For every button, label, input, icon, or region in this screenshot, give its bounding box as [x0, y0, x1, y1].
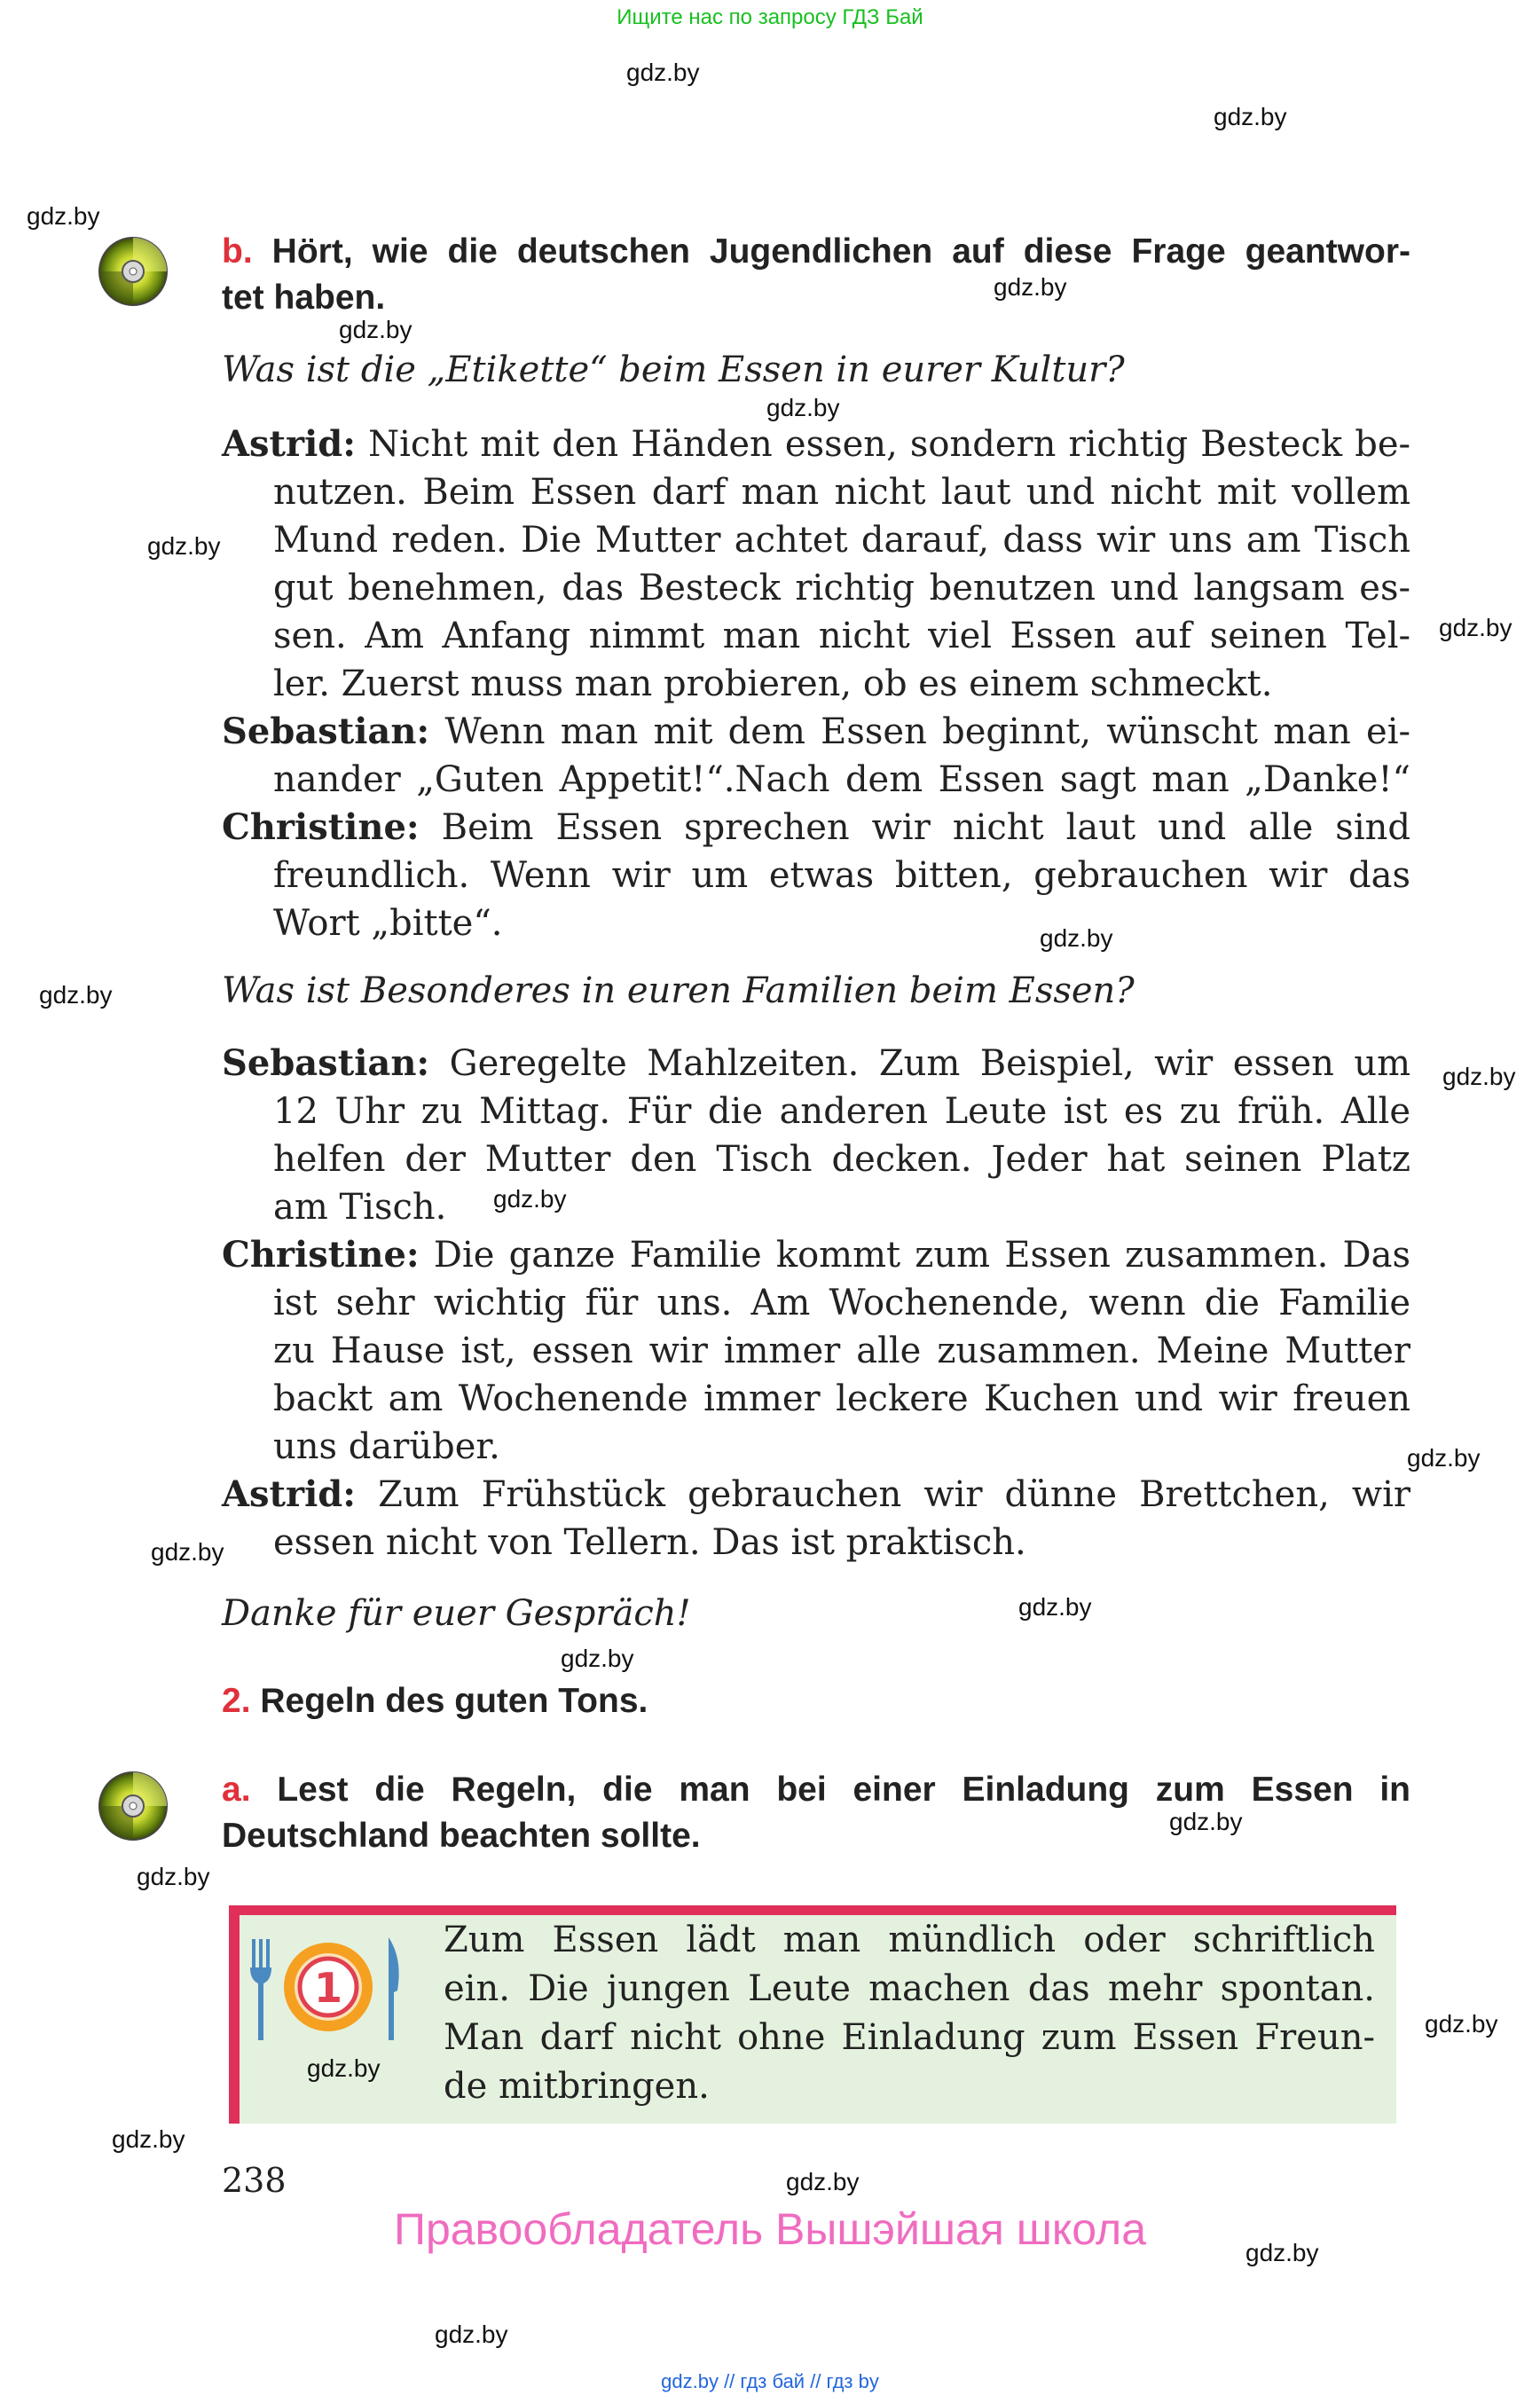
- answer-line: nander „Guten Appetit!“.Nach dem Essen sagt man „Danke!“: [273, 759, 1410, 800]
- rule-box-left-border: [229, 1905, 240, 2124]
- audio-cd-icon[interactable]: [98, 1771, 169, 1842]
- watermark: gdz.by: [39, 981, 113, 1009]
- watermark: gdz.by: [1407, 1444, 1481, 1472]
- rights-holder: Правообладатель Вышэйшая школа: [394, 2204, 1146, 2254]
- answer-line: nutzen. Beim Essen darf man nicht laut und nicht mit vollem: [273, 472, 1410, 513]
- interview-question: Was ist Besonderes in euren Familien beim Essen?: [222, 970, 1135, 1011]
- speaker-name: Christine:: [222, 806, 420, 848]
- watermark: gdz.by: [137, 1863, 210, 1890]
- answer-line: essen nicht von Tellern. Das ist praktisch.: [273, 1522, 1026, 1563]
- answer-line: uns darüber.: [273, 1426, 500, 1467]
- closing-line: Danke für euer Gespräch!: [222, 1593, 691, 1634]
- rule-line: Man darf nicht ohne Einladung zum Essen Freun-: [444, 2017, 1375, 2058]
- watermark: gdz.by: [27, 202, 100, 230]
- cutlery-plate-icon: [247, 1932, 406, 2047]
- watermark: gdz.by: [1425, 2010, 1498, 2038]
- watermark: gdz.by: [1214, 103, 1287, 130]
- interview-question: Was ist die „Etikette“ beim Essen in eurer Kultur?: [222, 349, 1125, 390]
- speaker-name: Sebastian:: [222, 711, 430, 752]
- watermark: gdz.by: [339, 316, 412, 343]
- rule-line: ein. Die jungen Leute machen das mehr spontan.: [444, 1968, 1375, 2009]
- answer-line: backt am Wochenende immer leckere Kuchen und wir freuen: [273, 1378, 1410, 1419]
- watermark: gdz.by: [561, 1645, 634, 1672]
- watermark: gdz.by: [112, 2125, 185, 2153]
- answer-line: freundlich. Wenn wir um etwas bitten, gebrauchen wir das: [273, 855, 1410, 896]
- answer-line: zu Hause ist, essen wir immer alle zusammen. Meine Mutter: [273, 1331, 1410, 1371]
- answer-line: Sebastian: Geregelte Mahlzeiten. Zum Beispiel, wir essen um: [222, 1042, 1410, 1084]
- watermark: gdz.by: [1040, 924, 1113, 952]
- rule-line: de mitbringen.: [444, 2066, 710, 2107]
- answer-line: Astrid: Zum Frühstück gebrauchen wir dünne Brettchen, wir: [222, 1473, 1410, 1515]
- rule-box-top-border: [229, 1905, 1396, 1915]
- exercise-label: a.: [222, 1771, 251, 1809]
- answer-line: Astrid: Nicht mit den Händen essen, sondern richtig Besteck be-: [222, 423, 1410, 465]
- watermark: gdz.by: [307, 2054, 381, 2082]
- rule-number: 1: [313, 1964, 343, 2012]
- answer-line: ist sehr wichtig für uns. Am Wochenende, wenn die Familie: [273, 1283, 1410, 1323]
- answer-line: helfen der Mutter den Tisch decken. Jeder hat seinen Platz: [273, 1139, 1410, 1180]
- search-banner: Ищите нас по запросу ГДЗ Бай: [617, 5, 923, 29]
- rule-line: Zum Essen lädt man mündlich oder schriftlich: [444, 1920, 1375, 1960]
- watermark: gdz.by: [435, 2321, 508, 2348]
- page-number: 238: [222, 2161, 287, 2200]
- answer-line: Christine: Die ganze Familie kommt zum Essen zusammen. Das: [222, 1234, 1410, 1276]
- watermark: gdz.by: [626, 59, 700, 86]
- watermark: gdz.by: [147, 532, 221, 560]
- watermark: gdz.by: [1439, 614, 1512, 641]
- answer-line: sen. Am Anfang nimmt man nicht viel Essen auf seinen Tel-: [273, 616, 1410, 656]
- answer-line: Wort „bitte“.: [273, 903, 503, 944]
- watermark: gdz.by: [1018, 1593, 1092, 1621]
- answer-line: gut benehmen, das Besteck richtig benutzen und langsam es-: [273, 568, 1410, 609]
- exercise-a-heading: a. Lest die Regeln, die man bei einer Einladung zum Essen in Deutschland beachten sollte.: [222, 1771, 1410, 1855]
- watermark: gdz.by: [493, 1185, 567, 1213]
- exercise-b-heading: b. Hört, wie die deutschen Jugendlichen auf diese Frage geantwor- tet haben.: [222, 232, 1410, 317]
- answer-line: Mund reden. Die Mutter achtet darauf, dass wir uns am Tisch: [273, 520, 1410, 561]
- watermark: gdz.by: [1245, 2239, 1319, 2266]
- watermark: gdz.by: [1442, 1063, 1516, 1090]
- answers-block-2: [222, 1040, 1410, 1567]
- answer-line: 12 Uhr zu Mittag. Für die anderen Leute ist es zu früh. Alle: [273, 1091, 1410, 1132]
- speaker-name: Astrid:: [222, 1473, 357, 1515]
- watermark: gdz.by: [766, 394, 840, 421]
- watermark: gdz.by: [994, 273, 1067, 301]
- answer-line: am Tisch.: [273, 1187, 447, 1228]
- answer-line: Sebastian: Wenn man mit dem Essen beginnt, wünscht man ei-: [222, 711, 1410, 752]
- speaker-name: Sebastian:: [222, 1042, 430, 1084]
- answer-line: Christine: Beim Essen sprechen wir nicht laut und alle sind: [222, 806, 1410, 848]
- rule-text: [444, 1916, 1375, 2111]
- watermark: gdz.by: [151, 1538, 224, 1566]
- answers-block-1: [222, 420, 1410, 947]
- exercise-label: b.: [222, 232, 253, 271]
- section-label: 2.: [222, 1682, 251, 1720]
- section-2-heading: 2. Regeln des guten Tons.: [222, 1682, 648, 1720]
- watermark: gdz.by: [786, 2168, 860, 2195]
- speaker-name: Astrid:: [222, 423, 357, 465]
- answer-line: ler. Zuerst muss man probieren, ob es einem schmeckt.: [273, 664, 1273, 704]
- speaker-name: Christine:: [222, 1234, 420, 1276]
- watermark: gdz.by: [1169, 1808, 1243, 1835]
- audio-cd-icon[interactable]: [98, 236, 169, 307]
- footer-links[interactable]: gdz.by // гдз бай // гдз by: [661, 2370, 879, 2392]
